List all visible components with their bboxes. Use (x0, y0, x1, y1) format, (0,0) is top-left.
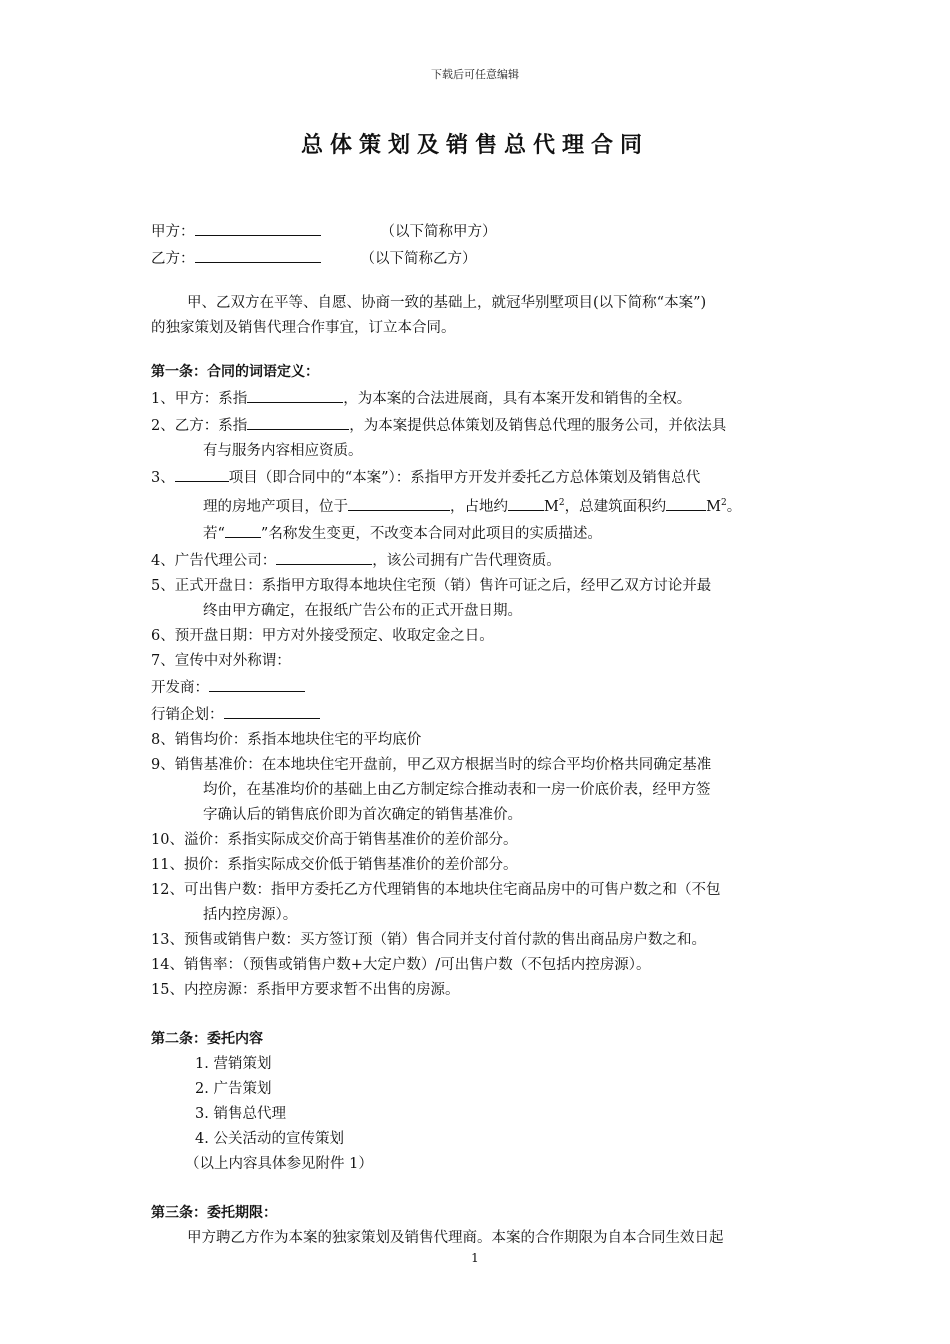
list-item: 3. 销售总代理 (195, 1105, 286, 1122)
article-1-heading: 第一条：合同的词语定义： (151, 364, 319, 380)
definition-6: 6、预开盘日期：甲方对外接受预定、收取定金之日。 (151, 627, 494, 644)
document-title: 总体策划及销售总代理合同 (300, 133, 649, 158)
list-item: 2. 广告策划 (195, 1080, 272, 1097)
definition-5-cont: 终由甲方确定，在报纸广告公布的正式开盘日期。 (203, 602, 522, 619)
definition-12: 12、可出售户数：指甲方委托乙方代理销售的本地块住宅商品房中的可售户数之和（不包 (151, 881, 721, 898)
definition-5: 5、正式开盘日：系指甲方取得本地块住宅预（销）售许可证之后，经甲乙双方讨论并最 (151, 577, 712, 594)
article-2-heading: 第二条：委托内容 (151, 1030, 263, 1047)
marketing-line: 行销企划： (151, 701, 811, 728)
definition-3: 3、 项目（即合同中的“本案”）：系指甲方开发并委托乙方总体策划及销售总代 (151, 464, 811, 491)
definition-8: 8、销售均价：系指本地块住宅的平均底价 (151, 731, 422, 748)
definition-1: 1、甲方：系指 ，为本案的合法进展商，具有本案开发和销售的全权。 (151, 385, 811, 412)
article-3-line-1: 甲方聘乙方作为本案的独家策划及销售代理商。本案的合作期限为自本合同生效日起 (187, 1229, 724, 1246)
definition-2-cont: 有与服务内容相应资质。 (203, 443, 363, 459)
article-2-note: （以上内容具体参见附件 1） (185, 1155, 373, 1172)
definition-3-cont: 理的房地产项目，位于 ，占地约 $M^2$，总建筑面积约 $M^2$。 (151, 491, 811, 520)
page-number: 1 (471, 1251, 479, 1265)
party-a-line: 甲方： （以下简称甲方） (151, 218, 811, 245)
definition-10: 10、溢价：系指实际成交价高于销售基准价的差价部分。 (151, 831, 518, 848)
developer-line: 开发商： (151, 674, 811, 701)
list-item: 4. 公关活动的宣传策划 (195, 1130, 344, 1147)
definition-9: 9、销售基准价：在本地块住宅开盘前，甲乙双方根据当时的综合平均价格共同确定基准 (151, 756, 712, 773)
definition-9-cont: 均价，在基准均价的基础上由乙方制定综合推动表和一房一价底价表，经甲方签 (203, 781, 711, 798)
definition-14: 14、销售率：（预售或销售户数+大定户数）/可出售户数（不包括内控房源）。 (151, 956, 651, 973)
definition-7: 7、宣传中对外称谓： (151, 652, 291, 669)
intro-line-1: 甲、乙双方在平等、自愿、协商一致的基础上，就冠华别墅项目(以下简称“本案”) (187, 295, 707, 311)
list-item: 1. 营销策划 (195, 1055, 272, 1072)
party-b-blank (195, 245, 321, 263)
article-3-heading: 第三条：委托期限： (151, 1204, 277, 1221)
definition-12-cont: 括内控房源）。 (203, 906, 298, 923)
definition-3-cont-2: 若“ ”名称发生变更，不改变本合同对此项目的实质描述。 (151, 520, 811, 547)
intro-line-2: 的独家策划及销售代理合作事宜，订立本合同。 (151, 320, 456, 336)
definition-13: 13、预售或销售户数：买方签订预（销）售合同并支付首付款的售出商品房户数之和。 (151, 931, 706, 948)
definition-9-cont-2: 字确认后的销售底价即为首次确定的销售基准价。 (203, 806, 522, 823)
party-a-blank (195, 218, 321, 236)
document-body (151, 218, 811, 1251)
definition-11: 11、损价：系指实际成交价低于销售基准价的差价部分。 (151, 856, 518, 873)
party-b-line: 乙方： （以下简称乙方） (151, 245, 811, 272)
definition-4: 4、广告代理公司： ，该公司拥有广告代理资质。 (151, 547, 811, 574)
page-header: 下载后可任意编辑 (431, 68, 519, 81)
definition-2: 2、乙方：系指 ，为本案提供总体策划及销售总代理的服务公司，并依法具 (151, 412, 811, 439)
definition-15: 15、内控房源：系指甲方要求暂不出售的房源。 (151, 981, 460, 998)
